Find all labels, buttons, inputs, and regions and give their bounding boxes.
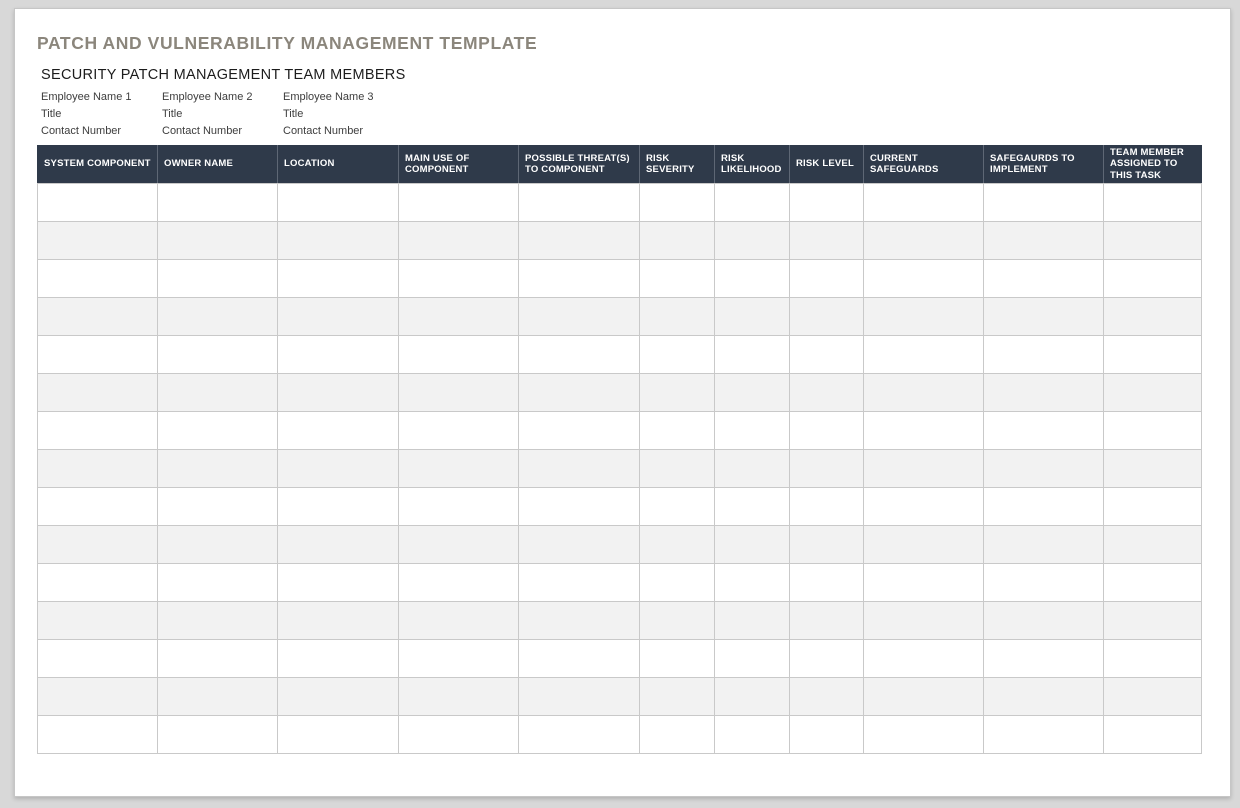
table-cell[interactable]	[278, 716, 399, 754]
table-cell[interactable]	[519, 184, 640, 222]
table-cell[interactable]	[984, 488, 1104, 526]
column-header: MAIN USE OF COMPONENT	[399, 145, 519, 184]
table-cell[interactable]	[1104, 488, 1202, 526]
table-cell[interactable]	[158, 412, 278, 450]
table-cell[interactable]	[38, 678, 158, 716]
table-cell[interactable]	[519, 640, 640, 678]
table-cell[interactable]	[519, 412, 640, 450]
employee-contact: Contact Number	[283, 125, 364, 137]
table-cell[interactable]	[715, 678, 790, 716]
table-cell[interactable]	[984, 222, 1104, 260]
table-cell[interactable]	[984, 336, 1104, 374]
table-cell[interactable]	[158, 260, 278, 298]
table-cell[interactable]	[790, 298, 864, 336]
table-cell[interactable]	[519, 336, 640, 374]
table-cell[interactable]	[790, 450, 864, 488]
team-member-2	[162, 92, 283, 143]
table-cell[interactable]	[790, 412, 864, 450]
table-cell[interactable]	[864, 716, 984, 754]
table-cell[interactable]	[158, 716, 278, 754]
table-cell[interactable]	[715, 222, 790, 260]
table-cell[interactable]	[715, 298, 790, 336]
table-cell[interactable]	[278, 336, 399, 374]
column-header: LOCATION	[278, 145, 399, 184]
table-row	[38, 678, 1202, 716]
table-cell[interactable]	[38, 412, 158, 450]
employee-title: Title	[283, 108, 304, 120]
table-cell[interactable]	[399, 374, 519, 412]
table-cell[interactable]	[864, 564, 984, 602]
table-cell[interactable]	[278, 488, 399, 526]
column-header: RISK LEVEL	[790, 145, 864, 184]
table-cell[interactable]	[278, 260, 399, 298]
employee-title: Title	[162, 108, 183, 120]
column-header: POSSIBLE THREAT(S) TO COMPONENT	[519, 145, 640, 184]
table-cell[interactable]	[790, 564, 864, 602]
table-cell[interactable]	[864, 260, 984, 298]
table-cell[interactable]	[640, 678, 715, 716]
table-cell[interactable]	[640, 640, 715, 678]
table-cell[interactable]	[640, 260, 715, 298]
table-cell[interactable]	[864, 374, 984, 412]
column-header: SYSTEM COMPONENT	[38, 145, 158, 184]
table-cell[interactable]	[864, 184, 984, 222]
table-cell[interactable]	[278, 450, 399, 488]
table-row	[38, 488, 1202, 526]
table-cell[interactable]	[984, 716, 1104, 754]
table-cell[interactable]	[399, 564, 519, 602]
table-cell[interactable]	[38, 336, 158, 374]
table-cell[interactable]	[1104, 640, 1202, 678]
table-cell[interactable]	[158, 488, 278, 526]
table-cell[interactable]	[790, 678, 864, 716]
column-header: TEAM MEMBER ASSIGNED TO THIS TASK	[1104, 145, 1202, 184]
team-members-row	[41, 92, 406, 143]
table-cell[interactable]	[640, 336, 715, 374]
employee-title: Title	[41, 108, 62, 120]
table-cell[interactable]	[984, 412, 1104, 450]
table-header-row	[38, 145, 1202, 184]
table-cell[interactable]	[1104, 450, 1202, 488]
table-cell[interactable]	[1104, 184, 1202, 222]
table-cell[interactable]	[38, 488, 158, 526]
table-cell[interactable]	[864, 336, 984, 374]
table-cell[interactable]	[984, 260, 1104, 298]
table-cell[interactable]	[38, 222, 158, 260]
table-cell[interactable]	[640, 526, 715, 564]
table-cell[interactable]	[640, 184, 715, 222]
table-cell[interactable]	[984, 298, 1104, 336]
table-cell[interactable]	[399, 222, 519, 260]
table-cell[interactable]	[38, 564, 158, 602]
table-cell[interactable]	[399, 716, 519, 754]
table-cell[interactable]	[640, 716, 715, 754]
table-cell[interactable]	[864, 412, 984, 450]
table-cell[interactable]	[399, 336, 519, 374]
table-cell[interactable]	[715, 488, 790, 526]
table-cell[interactable]	[278, 640, 399, 678]
table-cell[interactable]	[1104, 222, 1202, 260]
table-cell[interactable]	[1104, 298, 1202, 336]
table-cell[interactable]	[640, 298, 715, 336]
vulnerability-table	[37, 145, 1202, 754]
table-cell[interactable]	[158, 336, 278, 374]
table-cell[interactable]	[715, 374, 790, 412]
table-cell[interactable]	[984, 602, 1104, 640]
table-cell[interactable]	[278, 564, 399, 602]
table-cell[interactable]	[38, 526, 158, 564]
table-row	[38, 602, 1202, 640]
table-cell[interactable]	[984, 374, 1104, 412]
table-cell[interactable]	[519, 298, 640, 336]
table-cell[interactable]	[519, 260, 640, 298]
table-cell[interactable]	[640, 374, 715, 412]
column-header: OWNER NAME	[158, 145, 278, 184]
table-cell[interactable]	[1104, 260, 1202, 298]
table-cell[interactable]	[158, 450, 278, 488]
table-cell[interactable]	[278, 602, 399, 640]
table-body	[38, 184, 1202, 754]
table-row	[38, 298, 1202, 336]
team-section-heading: SECURITY PATCH MANAGEMENT TEAM MEMBERS	[41, 67, 406, 83]
table-cell[interactable]	[519, 526, 640, 564]
table-cell[interactable]	[158, 374, 278, 412]
table-cell[interactable]	[1104, 412, 1202, 450]
table-cell[interactable]	[158, 526, 278, 564]
table-cell[interactable]	[399, 260, 519, 298]
team-members-section	[41, 67, 406, 143]
column-header: CURRENT SAFEGUARDS	[864, 145, 984, 184]
table-cell[interactable]	[1104, 564, 1202, 602]
table-cell[interactable]	[640, 412, 715, 450]
table-cell[interactable]	[640, 488, 715, 526]
table-cell[interactable]	[158, 678, 278, 716]
table-cell[interactable]	[158, 184, 278, 222]
table-cell[interactable]	[790, 184, 864, 222]
column-header: RISK LIKELIHOOD	[715, 145, 790, 184]
table-cell[interactable]	[1104, 602, 1202, 640]
table-cell[interactable]	[399, 526, 519, 564]
table-cell[interactable]	[38, 716, 158, 754]
table-cell[interactable]	[278, 526, 399, 564]
table-cell[interactable]	[864, 298, 984, 336]
employee-name: Employee Name 1	[41, 91, 132, 103]
table-cell[interactable]	[640, 222, 715, 260]
table-cell[interactable]	[715, 450, 790, 488]
table-cell[interactable]	[399, 678, 519, 716]
table-cell[interactable]	[519, 716, 640, 754]
table-cell[interactable]	[278, 412, 399, 450]
table-cell[interactable]	[790, 716, 864, 754]
table-cell[interactable]	[38, 640, 158, 678]
table-cell[interactable]	[715, 526, 790, 564]
table-cell[interactable]	[640, 450, 715, 488]
table-row	[38, 526, 1202, 564]
table-cell[interactable]	[715, 640, 790, 678]
table-row	[38, 716, 1202, 754]
employee-name: Employee Name 2	[162, 91, 253, 103]
page-title: PATCH AND VULNERABILITY MANAGEMENT TEMPLATE	[37, 33, 538, 53]
table-cell[interactable]	[1104, 526, 1202, 564]
table-cell[interactable]	[38, 602, 158, 640]
table-cell[interactable]	[399, 602, 519, 640]
table-cell[interactable]	[790, 602, 864, 640]
table-cell[interactable]	[790, 374, 864, 412]
table-cell[interactable]	[519, 374, 640, 412]
table-cell[interactable]	[984, 184, 1104, 222]
table-cell[interactable]	[158, 564, 278, 602]
table-cell[interactable]	[158, 602, 278, 640]
table-cell[interactable]	[399, 412, 519, 450]
employee-contact: Contact Number	[162, 125, 243, 137]
table-row	[38, 412, 1202, 450]
table-cell[interactable]	[640, 602, 715, 640]
table-cell[interactable]	[278, 374, 399, 412]
table-cell[interactable]	[864, 222, 984, 260]
table-cell[interactable]	[278, 222, 399, 260]
table-cell[interactable]	[38, 260, 158, 298]
table-cell[interactable]	[158, 298, 278, 336]
table-cell[interactable]	[278, 298, 399, 336]
table-cell[interactable]	[519, 602, 640, 640]
table-cell[interactable]	[1104, 374, 1202, 412]
table-row	[38, 564, 1202, 602]
table-row	[38, 374, 1202, 412]
table-cell[interactable]	[864, 602, 984, 640]
employee-contact: Contact Number	[41, 125, 122, 137]
table-cell[interactable]	[984, 640, 1104, 678]
table-cell[interactable]	[38, 298, 158, 336]
team-member-3	[283, 92, 404, 143]
table-cell[interactable]	[640, 564, 715, 602]
table-cell[interactable]	[864, 526, 984, 564]
table-cell[interactable]	[278, 184, 399, 222]
table-row	[38, 450, 1202, 488]
table-row	[38, 184, 1202, 222]
table-cell[interactable]	[790, 526, 864, 564]
table-cell[interactable]	[38, 374, 158, 412]
table-cell[interactable]	[790, 222, 864, 260]
table-cell[interactable]	[715, 564, 790, 602]
table-cell[interactable]	[715, 260, 790, 298]
table-cell[interactable]	[519, 222, 640, 260]
column-header: SAFEGAURDS TO IMPLEMENT	[984, 145, 1104, 184]
table-cell[interactable]	[984, 450, 1104, 488]
table-cell[interactable]	[715, 716, 790, 754]
table-cell[interactable]	[715, 602, 790, 640]
table-row	[38, 640, 1202, 678]
table-cell[interactable]	[715, 184, 790, 222]
table-cell[interactable]	[158, 222, 278, 260]
table-cell[interactable]	[519, 678, 640, 716]
table-cell[interactable]	[864, 488, 984, 526]
table-cell[interactable]	[715, 336, 790, 374]
table-cell[interactable]	[715, 412, 790, 450]
table-cell[interactable]	[864, 640, 984, 678]
table-cell[interactable]	[1104, 336, 1202, 374]
employee-name: Employee Name 3	[283, 91, 374, 103]
team-member-1	[41, 92, 162, 143]
table-cell[interactable]	[790, 336, 864, 374]
table-cell[interactable]	[158, 640, 278, 678]
table-cell[interactable]	[38, 184, 158, 222]
table-cell[interactable]	[984, 678, 1104, 716]
table-cell[interactable]	[790, 488, 864, 526]
table-cell[interactable]	[790, 260, 864, 298]
table-cell[interactable]	[399, 488, 519, 526]
table-cell[interactable]	[519, 450, 640, 488]
column-header: RISK SEVERITY	[640, 145, 715, 184]
table-cell[interactable]	[519, 488, 640, 526]
table-row	[38, 260, 1202, 298]
table-row	[38, 336, 1202, 374]
table-cell[interactable]	[399, 640, 519, 678]
table-cell[interactable]	[984, 526, 1104, 564]
table-row	[38, 222, 1202, 260]
document-page	[14, 8, 1231, 797]
table-cell[interactable]	[1104, 716, 1202, 754]
table-cell[interactable]	[864, 678, 984, 716]
table-cell[interactable]	[790, 640, 864, 678]
table-cell[interactable]	[519, 564, 640, 602]
table-cell[interactable]	[38, 450, 158, 488]
table-cell[interactable]	[399, 298, 519, 336]
table-cell[interactable]	[278, 678, 399, 716]
table-cell[interactable]	[1104, 678, 1202, 716]
table-cell[interactable]	[984, 564, 1104, 602]
table-cell[interactable]	[399, 184, 519, 222]
table-cell[interactable]	[399, 450, 519, 488]
table-cell[interactable]	[864, 450, 984, 488]
